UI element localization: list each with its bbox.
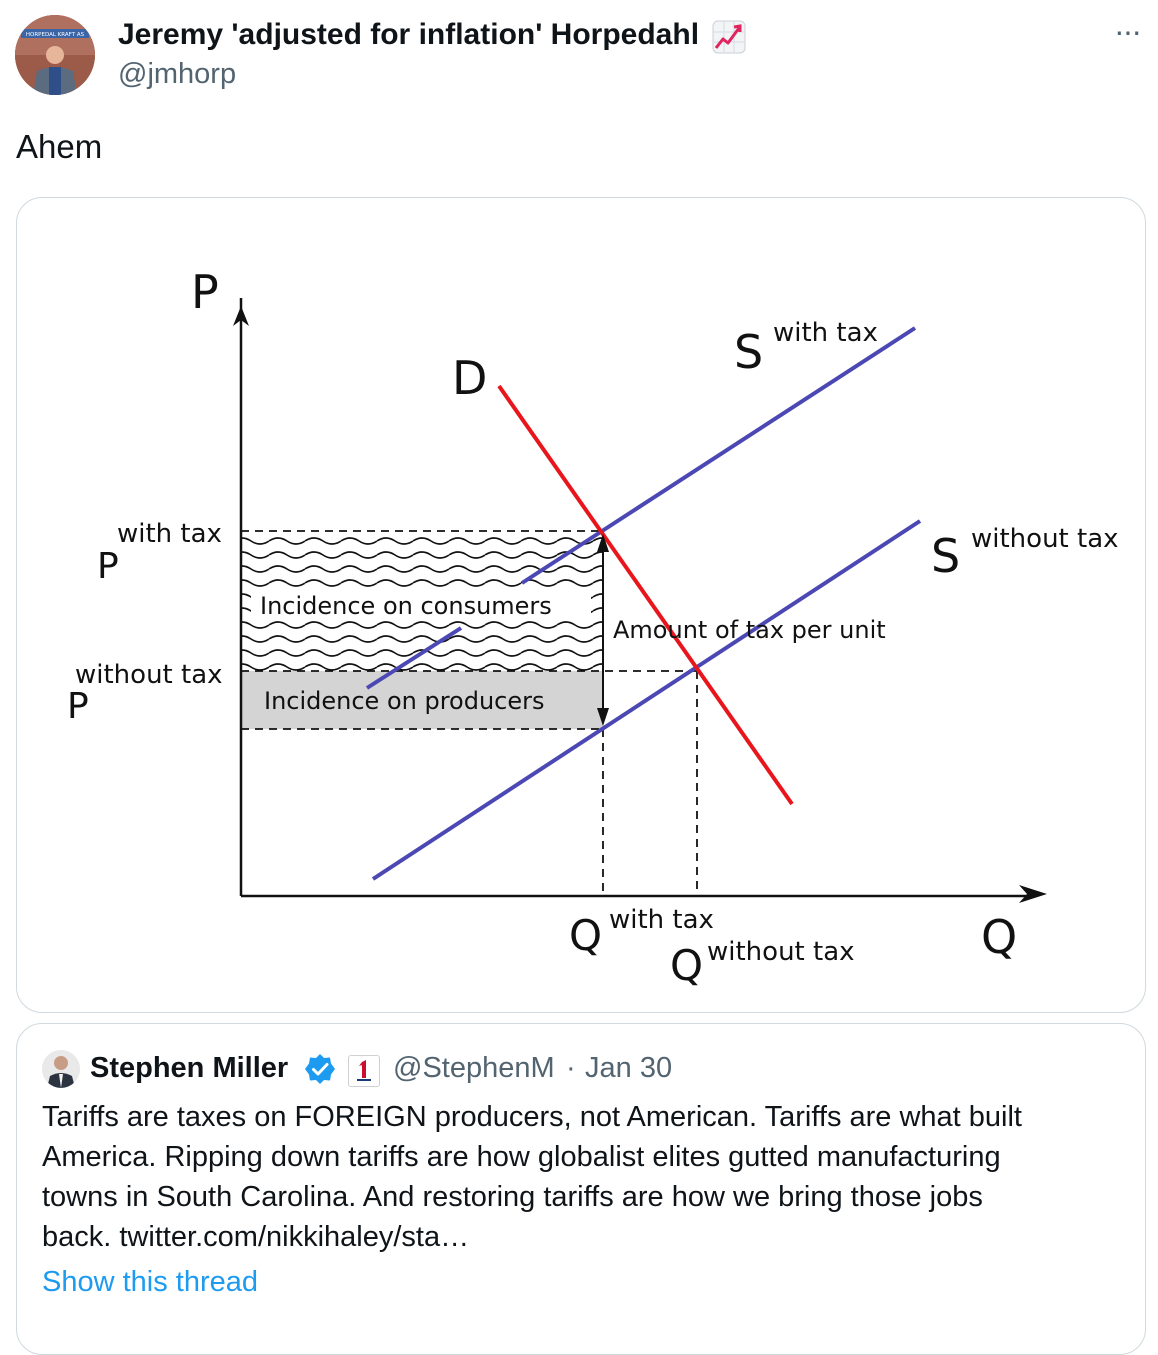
more-icon[interactable]: ··· [1114,13,1140,49]
tax-incidence-diagram [17,198,1145,1012]
s-without-tax-base: S [931,529,961,583]
quote-text [42,1097,1122,1257]
incidence-producers-label: Incidence on producers [264,687,545,715]
quote-avatar[interactable] [42,1050,80,1088]
chart-increasing-icon [712,20,746,54]
p-with-tax-base: P [97,546,119,587]
author-name[interactable]: Jeremy 'adjusted for inflation' Horpedahl [118,18,700,51]
quote-text-line: Tariffs are taxes on FOREIGN producers, not American. Tariffs are what built [42,1101,1022,1133]
tax-amount-label: Amount of tax per unit [613,616,886,644]
quote-author-handle[interactable]: @StephenM [393,1052,555,1084]
quote-date[interactable]: Jan 30 [585,1052,673,1084]
quote-text-line: back. twitter.com/nikkihaley/sta… [42,1221,470,1253]
p-without-tax-sup: without tax [75,660,223,690]
p-without-tax-base: P [67,686,89,727]
q-without-tax-sup: without tax [707,937,855,967]
s-with-tax-sup: with tax [773,318,878,348]
supply-with-tax-line [522,328,915,583]
q-axis-arrow [1019,885,1047,903]
incidence-consumers-label: Incidence on consumers [260,592,552,620]
quoted-tweet[interactable] [16,1023,1146,1355]
author-handle[interactable]: @jmhorp [118,58,237,90]
avatar-banner-text: HORPEDAL KRAFT AS [25,32,85,38]
quote-text-line: towns in South Carolina. And restoring tariffs are how we bring those jobs [42,1181,983,1213]
author-avatar[interactable] [15,15,95,95]
s-without-tax-sup: without tax [971,524,1119,554]
q-with-tax-sup: with tax [609,905,714,935]
media-card[interactable] [16,197,1146,1013]
p-axis-label: P [191,265,219,319]
q-with-tax-base: Q [569,911,603,960]
meta-separator: · [566,1052,576,1084]
quote-author-name[interactable]: Stephen Miller [90,1052,289,1084]
p-with-tax-sup: with tax [117,519,222,549]
q-axis-label: Q [981,910,1018,964]
avatar-photo [15,15,95,95]
affiliation-badge-icon [348,1055,380,1087]
quote-avatar-photo [42,1050,80,1088]
verified-badge-icon [304,1053,336,1085]
quote-text-line: America. Ripping down tariffs are how globalist elites gutted manufacturing [42,1141,1001,1173]
demand-label: D [452,351,488,405]
show-thread-link[interactable]: Show this thread [42,1266,259,1298]
q-without-tax-base: Q [670,941,704,990]
tweet-text: Ahem [16,128,103,165]
s-with-tax-base: S [734,325,764,379]
